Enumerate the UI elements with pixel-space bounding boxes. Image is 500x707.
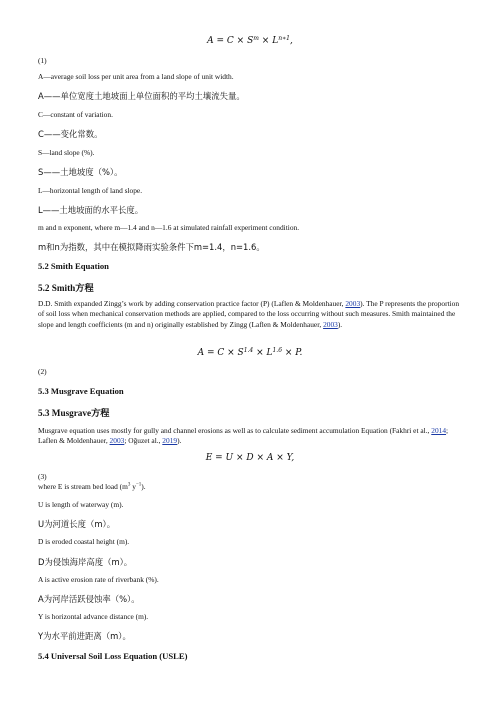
- equation-2-part: A = C × S: [197, 348, 244, 358]
- heading-smith-zh-suffix: 方程: [75, 283, 94, 294]
- def-mn-zh: m和n为指数，其中在模拟降雨实验条件下m=1.4，n=1.6。: [38, 242, 265, 252]
- equation-3: E = U × D × A × Y,: [205, 453, 295, 463]
- paragraph-smith: [38, 299, 462, 330]
- def-e-en-sup: −1: [135, 482, 142, 488]
- paragraph-musgrave: [38, 426, 462, 447]
- def-e-en-text: ).: [141, 482, 146, 491]
- citation-link[interactable]: 2014: [431, 426, 447, 435]
- equation-1-exp-m: m: [253, 35, 259, 42]
- def-d-en: D is eroded coastal height (m).: [38, 537, 130, 546]
- heading-musgrave-en: 5.3 Musgrave Equation: [38, 386, 124, 396]
- equation-3-number: (3): [38, 472, 47, 481]
- equation-1-part: ,: [289, 36, 293, 46]
- citation-link[interactable]: 2019: [162, 436, 178, 446]
- equation-2-number: (2): [38, 367, 47, 376]
- paragraph-musgrave-text: Musgrave equation uses mostly for gully and channel erosions as well as to calculate sediment accumulation Equation (Fakhri et al.,: [38, 426, 432, 435]
- def-a-en: A—average soil loss per unit area from a land slope of unit width.: [38, 72, 234, 81]
- equation-2: [0, 347, 500, 358]
- def-e-en-text: where E is stream bed load (m: [38, 482, 128, 491]
- def-ar-en: A is active erosion rate of riverbank (%).: [38, 575, 159, 584]
- def-l-zh: L——土地坡面的水平长度。: [38, 205, 144, 215]
- equation-1-part: × L: [258, 36, 279, 46]
- def-mn-en: m and n exponent, where m—1.4 and n—1.6 at simulated rainfall experiment condition.: [38, 223, 300, 232]
- heading-usle-en: 5.4 Universal Soil Loss Equation (USLE): [38, 651, 188, 661]
- def-u-zh: U为河道长度（m）。: [38, 519, 116, 529]
- citation-link[interactable]: 2003: [109, 436, 125, 446]
- equation-1-exp-n: n∗1: [278, 35, 290, 42]
- def-c-en: C—constant of variation.: [38, 110, 113, 119]
- heading-smith-zh-prefix: 5.2 Smith: [38, 283, 76, 293]
- paragraph-smith-text: ). The P represents the proportion of soil loss when mechanical conservation methods are applied, compared to the loss occurring without such measures. Smith maintained the slope and length coefficients (m and n) originally established by Zingg (Laflen & Moldenhauer,: [38, 299, 460, 329]
- heading-smith-zh: [38, 280, 94, 294]
- equation-1-number: (1): [38, 56, 47, 65]
- def-e-en-sup: 3: [127, 482, 131, 488]
- def-e-en-text: y: [130, 482, 136, 491]
- equation-1-part: A = C × S: [207, 36, 254, 46]
- equation-2-part: × L: [253, 348, 273, 358]
- def-s-en: S—land slope (%).: [38, 148, 95, 157]
- equation-2-exp-b: 1.6: [272, 347, 283, 354]
- citation-link[interactable]: 2003: [323, 319, 338, 329]
- heading-musgrave-zh: [38, 405, 109, 419]
- paragraph-musgrave-text: ).: [177, 436, 182, 446]
- def-y-zh: Y为水平前进距离（m）。: [38, 631, 131, 641]
- def-u-en: U is length of waterway (m).: [38, 500, 124, 509]
- def-c-zh: C——变化常数。: [38, 129, 103, 139]
- def-e-en: [38, 482, 146, 491]
- heading-musgrave-zh-prefix: 5.3 Musgrave: [38, 408, 92, 418]
- equation-2-exp-a: 1.4: [243, 347, 254, 354]
- equation-2-part: × P.: [282, 348, 303, 358]
- paragraph-smith-text: D.D. Smith expanded Zingg’s work by adding conservation practice factor (P) (Laflen & Moldenhauer,: [38, 299, 346, 308]
- equation-1: [0, 35, 500, 46]
- heading-musgrave-zh-suffix: 方程: [91, 408, 110, 419]
- def-y-en: Y is horizontal advance distance (m).: [38, 612, 149, 621]
- paragraph-musgrave-text: ; Oğuzet al.,: [124, 436, 163, 446]
- def-a-zh: A——单位宽度土地坡面上单位面积的平均土壤流失量。: [38, 91, 245, 101]
- def-d-zh: D为侵蚀海岸高度（m）。: [38, 557, 133, 567]
- def-s-zh: S——土地坡度（%）。: [38, 167, 123, 177]
- citation-link[interactable]: 2003: [345, 299, 361, 308]
- def-ar-zh: A为河岸活跃侵蚀率（%）。: [38, 594, 140, 604]
- def-l-en: L—horizontal length of land slope.: [38, 186, 143, 195]
- paragraph-smith-text: ).: [337, 319, 343, 329]
- paragraph-musgrave-text: ; Laflen & Moldenhauer,: [38, 426, 449, 446]
- heading-smith-en: 5.2 Smith Equation: [38, 261, 109, 271]
